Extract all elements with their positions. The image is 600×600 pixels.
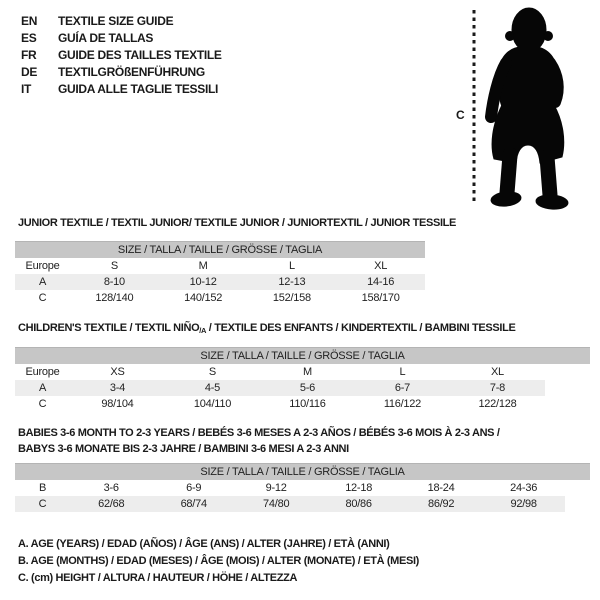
language-row-fr xyxy=(21,47,222,64)
size-cell: 9-12 xyxy=(265,482,287,494)
empty-cell xyxy=(565,496,590,512)
title-subscript: /A xyxy=(199,326,207,335)
language-label: GUIDE DES TAILLES TEXTILE xyxy=(58,48,222,62)
language-row-es xyxy=(21,30,222,47)
footnotes xyxy=(18,536,419,587)
baby-figure xyxy=(490,8,568,210)
size-cell: 8-10 xyxy=(70,274,159,290)
size-cell: 12-18 xyxy=(345,482,373,494)
size-cell: 98/104 xyxy=(101,398,134,410)
size-cell: S xyxy=(208,366,217,378)
row-label-cell: C xyxy=(38,292,47,304)
size-cell: 24-36 xyxy=(510,482,538,494)
table-row xyxy=(15,258,425,274)
size-cell: 18-24 xyxy=(427,482,455,494)
language-label: GUÍA DE TALLAS xyxy=(58,31,154,45)
empty-cell xyxy=(565,480,590,496)
empty-cell xyxy=(545,396,590,412)
row-label-cell: Europe xyxy=(25,366,60,378)
size-header-band: SIZE / TALLA / TAILLE / GRÖSSE / TAGLIA xyxy=(15,242,425,259)
size-cell: L xyxy=(399,366,406,378)
size-cell: S xyxy=(110,260,118,272)
language-label: TEXTILE SIZE GUIDE xyxy=(58,14,174,28)
babies-section-title xyxy=(18,425,500,457)
size-cell: M xyxy=(198,260,208,272)
size-cell: XS xyxy=(110,366,125,378)
table-row xyxy=(15,348,590,365)
size-cell: 3-4 xyxy=(70,380,165,396)
height-measure-label: C xyxy=(456,108,465,122)
row-label-cell: B xyxy=(38,482,47,494)
title-text: CHILDREN'S TEXTILE / TEXTIL NIÑO xyxy=(18,322,200,334)
size-cell: 68/74 xyxy=(152,496,234,512)
size-cell: 5-6 xyxy=(260,380,355,396)
size-cell: 4-5 xyxy=(165,380,260,396)
size-cell: 152/158 xyxy=(272,292,311,304)
size-cell: 74/80 xyxy=(235,496,317,512)
size-cell: 140/152 xyxy=(184,292,223,304)
language-code: IT xyxy=(21,82,32,96)
table-row xyxy=(15,242,425,259)
size-cell: 122/128 xyxy=(478,398,517,410)
size-cell: 7-8 xyxy=(450,380,545,396)
language-row-it xyxy=(21,81,222,98)
table-row xyxy=(15,364,590,380)
junior-size-table xyxy=(15,241,425,306)
size-cell: XL xyxy=(374,260,388,272)
babies-title-line2: BABYS 3-6 MONATE BIS 2-3 JAHRE / BAMBINI 3-6 MESI A 2-3 ANNI xyxy=(18,443,349,455)
empty-cell xyxy=(545,364,590,380)
babies-title-line1: BABIES 3-6 MONTH TO 2-3 YEARS / BEBÉS 3-6 MESES A 2-3 AÑOS / BÉBÉS 3-6 MOIS À 2-3 ANS / xyxy=(18,427,500,439)
babies-size-table xyxy=(15,463,590,512)
size-cell: 6-7 xyxy=(355,380,450,396)
size-cell: 110/116 xyxy=(289,398,326,410)
size-cell: M xyxy=(303,366,312,378)
table-row xyxy=(15,380,590,396)
size-cell: 104/110 xyxy=(193,398,232,410)
table-row xyxy=(15,274,425,290)
table-row xyxy=(15,480,590,496)
language-row-de xyxy=(21,64,222,81)
footnote-a: A. AGE (YEARS) / EDAD (AÑOS) / ÂGE (ANS) / ALTER (JAHRE) / ETÀ (ANNI) xyxy=(18,538,390,550)
children-size-table xyxy=(15,347,590,412)
language-code: ES xyxy=(21,31,37,45)
size-cell: 6-9 xyxy=(186,482,202,494)
size-cell: 80/86 xyxy=(317,496,399,512)
table-row xyxy=(15,464,590,481)
size-cell: 128/140 xyxy=(95,292,134,304)
empty-cell xyxy=(545,380,590,396)
language-row-en xyxy=(21,13,222,30)
row-label-cell: C xyxy=(38,398,47,410)
size-header-band: SIZE / TALLA / TAILLE / GRÖSSE / TAGLIA xyxy=(15,464,590,481)
size-cell: 92/98 xyxy=(482,496,565,512)
language-code: EN xyxy=(21,14,38,28)
children-section-title xyxy=(18,320,515,339)
size-cell: 12-13 xyxy=(248,274,337,290)
language-code: DE xyxy=(21,65,38,79)
language-label: TEXTILGRÖßENFÜHRUNG xyxy=(58,65,205,79)
junior-section-title: JUNIOR TEXTILE / TEXTIL JUNIOR/ TEXTILE JUNIOR / JUNIORTEXTIL / JUNIOR TESSILE xyxy=(18,217,457,229)
language-code: FR xyxy=(21,48,37,62)
table-row xyxy=(15,290,425,306)
row-label-cell: C xyxy=(15,496,70,512)
row-label-cell: A xyxy=(15,380,70,396)
size-cell: 10-12 xyxy=(159,274,248,290)
size-cell: 62/68 xyxy=(70,496,152,512)
size-cell: 3-6 xyxy=(103,482,119,494)
title-text: / TEXTILE DES ENFANTS / KINDERTEXTIL / BAMBINI TESSILE xyxy=(206,322,516,334)
size-cell: 86/92 xyxy=(400,496,482,512)
size-header-band: SIZE / TALLA / TAILLE / GRÖSSE / TAGLIA xyxy=(15,348,590,365)
size-cell: L xyxy=(288,260,295,272)
footnote-b: B. AGE (MONTHS) / EDAD (MESES) / ÂGE (MOIS) / ALTER (MONATE) / ETÀ (MESI) xyxy=(18,555,419,567)
size-cell: 158/170 xyxy=(361,292,400,304)
row-label-cell: Europe xyxy=(25,260,60,272)
table-row xyxy=(15,496,590,512)
size-cell: XL xyxy=(490,366,504,378)
size-cell: 116/122 xyxy=(383,398,422,410)
footnote-c: C. (cm) HEIGHT / ALTURA / HAUTEUR / HÖHE / ALTEZZA xyxy=(18,572,298,584)
row-label-cell: A xyxy=(15,274,70,290)
size-cell: 14-16 xyxy=(336,274,425,290)
table-row xyxy=(15,396,590,412)
language-list xyxy=(21,13,222,98)
toddler-silhouette xyxy=(450,5,590,215)
language-label: GUIDA ALLE TAGLIE TESSILI xyxy=(58,82,219,96)
